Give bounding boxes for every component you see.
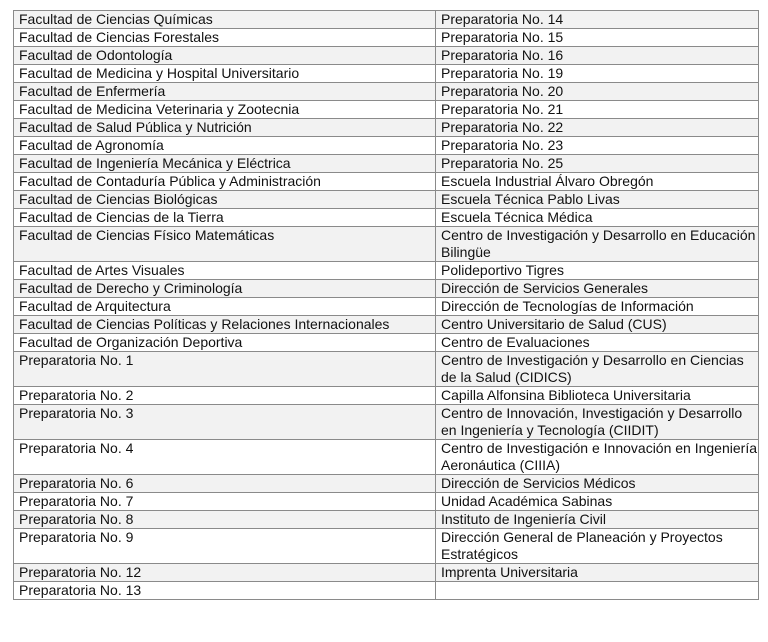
cell-text: Facultad de Agronomía	[19, 137, 164, 153]
left-column-cell	[14, 191, 436, 209]
right-column-cell	[436, 280, 759, 298]
left-column-cell	[14, 405, 436, 440]
cell-text: Facultad de Derecho y Criminología	[19, 280, 243, 296]
table-row	[14, 11, 759, 29]
right-column-cell	[436, 511, 759, 529]
cell-text: Capilla Alfonsina Biblioteca Universitaria	[441, 387, 691, 403]
table-row	[14, 137, 759, 155]
cell-text: Facultad de Artes Visuales	[19, 262, 185, 278]
table-row	[14, 387, 759, 405]
cell-text: Preparatoria No. 1	[19, 352, 134, 368]
right-column-cell	[436, 475, 759, 493]
left-column-cell	[14, 334, 436, 352]
left-column-cell	[14, 11, 436, 29]
cell-text: Dirección de Tecnologías de Información	[441, 298, 694, 314]
left-column-cell	[14, 475, 436, 493]
left-column-cell	[14, 29, 436, 47]
table-row	[14, 227, 759, 262]
cell-text: Preparatoria No. 14	[441, 11, 564, 27]
right-column-cell	[436, 405, 759, 440]
cell-text: Facultad de Ingeniería Mecánica y Eléctrica	[19, 155, 291, 171]
cell-text: Instituto de Ingeniería Civil	[441, 511, 606, 527]
right-column-cell	[436, 582, 759, 600]
cell-text: Centro Universitario de Salud (CUS)	[441, 316, 667, 332]
right-column-cell	[436, 83, 759, 101]
left-column-cell	[14, 387, 436, 405]
table-row	[14, 475, 759, 493]
table-row	[14, 440, 759, 475]
right-column-cell	[436, 334, 759, 352]
cell-text: Preparatoria No. 21	[441, 101, 564, 117]
left-column-cell	[14, 298, 436, 316]
cell-text: Polideportivo Tigres	[441, 262, 564, 278]
left-column-cell	[14, 262, 436, 280]
left-column-cell	[14, 529, 436, 564]
cell-text: Facultad de Odontología	[19, 47, 173, 63]
left-column-cell	[14, 101, 436, 119]
table-row	[14, 582, 759, 600]
cell-text: Dirección de Servicios Generales	[441, 280, 648, 296]
right-column-cell	[436, 529, 759, 564]
right-column-cell	[436, 564, 759, 582]
cell-text: Facultad de Contaduría Pública y Administración	[19, 173, 321, 189]
table-body	[14, 11, 759, 600]
cell-text: Escuela Técnica Pablo Livas	[441, 191, 620, 207]
table-row	[14, 83, 759, 101]
table-row	[14, 493, 759, 511]
cell-text: Centro de Investigación e Innovación en Ingeniería Aeronáutica (CIIIA)	[441, 440, 757, 473]
cell-text: Unidad Académica Sabinas	[441, 493, 613, 509]
right-column-cell	[436, 387, 759, 405]
table-row	[14, 191, 759, 209]
right-column-cell	[436, 137, 759, 155]
cell-text: Centro de Evaluaciones	[441, 334, 590, 350]
cell-text: Imprenta Universitaria	[441, 564, 578, 580]
table-row	[14, 155, 759, 173]
left-column-cell	[14, 280, 436, 298]
cell-text: Facultad de Ciencias Biológicas	[19, 191, 218, 207]
cell-text: Escuela Técnica Médica	[441, 209, 593, 225]
table-row	[14, 352, 759, 387]
right-column-cell	[436, 316, 759, 334]
cell-text: Facultad de Ciencias Políticas y Relaciones Internacionales	[19, 316, 390, 332]
cell-text: Facultad de Ciencias de la Tierra	[19, 209, 224, 225]
cell-text: Preparatoria No. 22	[441, 119, 564, 135]
table-row	[14, 298, 759, 316]
right-column-cell	[436, 119, 759, 137]
cell-text: Facultad de Ciencias Forestales	[19, 29, 219, 45]
cell-text: Facultad de Organización Deportiva	[19, 334, 243, 350]
table-row	[14, 101, 759, 119]
left-column-cell	[14, 209, 436, 227]
right-column-cell	[436, 11, 759, 29]
left-column-cell	[14, 352, 436, 387]
cell-text: Centro de Investigación y Desarrollo en Educación Bilingüe	[441, 227, 756, 260]
table-row	[14, 405, 759, 440]
cell-text: Centro de Innovación, Investigación y Desarrollo en Ingeniería y Tecnología (CIIDIT)	[441, 405, 743, 438]
cell-text: Preparatoria No. 7	[19, 493, 134, 509]
cell-text: Preparatoria No. 3	[19, 405, 134, 421]
right-column-cell	[436, 65, 759, 83]
left-column-cell	[14, 47, 436, 65]
right-column-cell	[436, 298, 759, 316]
left-column-cell	[14, 440, 436, 475]
cell-text: Preparatoria No. 2	[19, 387, 134, 403]
cell-text: Centro de Investigación y Desarrollo en Ciencias de la Salud (CIDICS)	[441, 352, 744, 385]
table-row	[14, 334, 759, 352]
cell-text: Escuela Industrial Álvaro Obregón	[441, 173, 654, 189]
cell-text: Preparatoria No. 19	[441, 65, 564, 81]
cell-text: Facultad de Enfermería	[19, 83, 166, 99]
right-column-cell	[436, 493, 759, 511]
left-column-cell	[14, 173, 436, 191]
cell-text: Preparatoria No. 4	[19, 440, 134, 456]
table-row	[14, 564, 759, 582]
left-column-cell	[14, 564, 436, 582]
cell-text: Facultad de Ciencias Químicas	[19, 11, 213, 27]
right-column-cell	[436, 47, 759, 65]
cell-text: Preparatoria No. 23	[441, 137, 564, 153]
left-column-cell	[14, 119, 436, 137]
cell-text: Preparatoria No. 8	[19, 511, 134, 527]
cell-text: Dirección General de Planeación y Proyectos Estratégicos	[441, 529, 723, 562]
table-row	[14, 262, 759, 280]
table-row	[14, 529, 759, 564]
left-column-cell	[14, 493, 436, 511]
institutions-table	[13, 10, 759, 600]
cell-text: Facultad de Medicina Veterinaria y Zootecnia	[19, 101, 300, 117]
left-column-cell	[14, 227, 436, 262]
cell-text: Preparatoria No. 13	[19, 582, 142, 598]
left-column-cell	[14, 83, 436, 101]
table-row	[14, 29, 759, 47]
left-column-cell	[14, 137, 436, 155]
cell-text: Preparatoria No. 15	[441, 29, 564, 45]
table-row	[14, 209, 759, 227]
cell-text: Preparatoria No. 12	[19, 564, 142, 580]
cell-text: Facultad de Arquitectura	[19, 298, 171, 314]
left-column-cell	[14, 155, 436, 173]
right-column-cell	[436, 227, 759, 262]
right-column-cell	[436, 352, 759, 387]
right-column-cell	[436, 209, 759, 227]
right-column-cell	[436, 262, 759, 280]
table-row	[14, 280, 759, 298]
table-row	[14, 47, 759, 65]
left-column-cell	[14, 582, 436, 600]
right-column-cell	[436, 29, 759, 47]
cell-text: Preparatoria No. 9	[19, 529, 134, 545]
cell-text: Facultad de Salud Pública y Nutrición	[19, 119, 252, 135]
cell-text: Preparatoria No. 16	[441, 47, 564, 63]
table-row	[14, 511, 759, 529]
table-row	[14, 65, 759, 83]
cell-text: Facultad de Medicina y Hospital Universitario	[19, 65, 300, 81]
left-column-cell	[14, 65, 436, 83]
cell-text: Preparatoria No. 20	[441, 83, 564, 99]
cell-text: Preparatoria No. 6	[19, 475, 134, 491]
right-column-cell	[436, 155, 759, 173]
table-row	[14, 119, 759, 137]
table-row	[14, 173, 759, 191]
right-column-cell	[436, 173, 759, 191]
right-column-cell	[436, 101, 759, 119]
table-row	[14, 316, 759, 334]
cell-text: Dirección de Servicios Médicos	[441, 475, 636, 491]
left-column-cell	[14, 316, 436, 334]
right-column-cell	[436, 440, 759, 475]
right-column-cell	[436, 191, 759, 209]
cell-text: Facultad de Ciencias Físico Matemáticas	[19, 227, 275, 243]
cell-text: Preparatoria No. 25	[441, 155, 564, 171]
left-column-cell	[14, 511, 436, 529]
